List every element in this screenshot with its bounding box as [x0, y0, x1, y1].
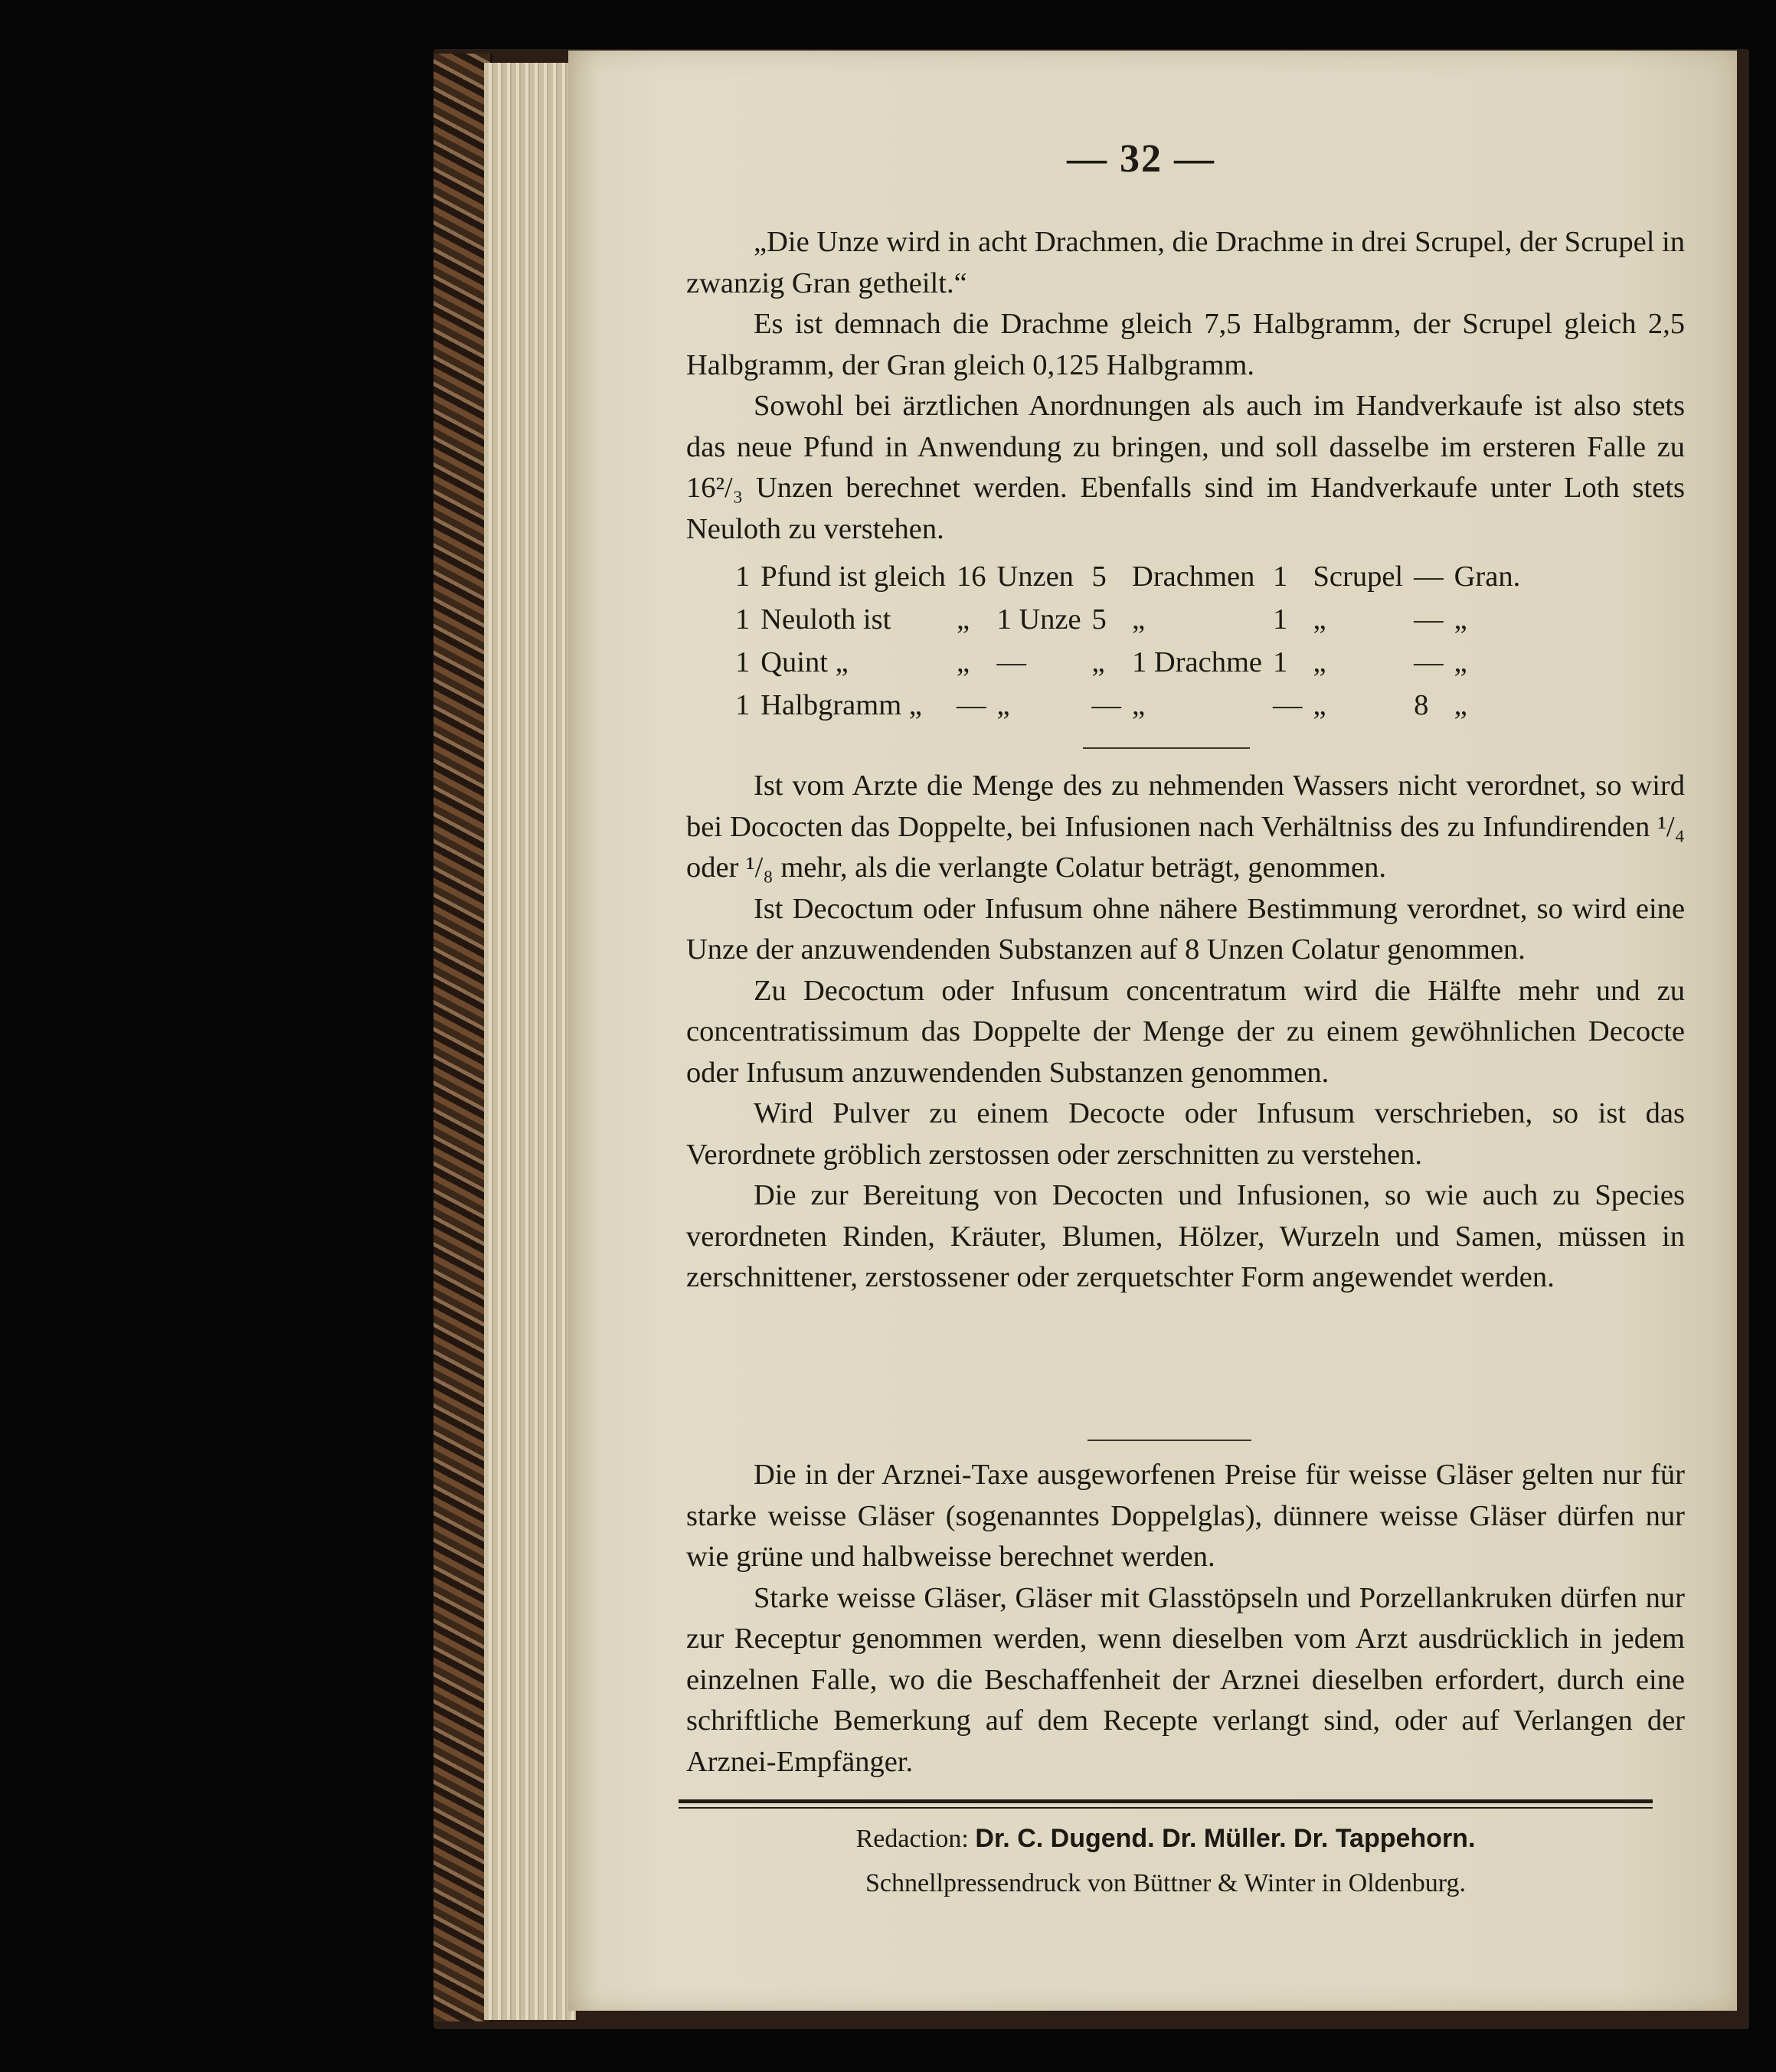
table-cell: Gran. [1454, 560, 1521, 593]
table-cell: 1 [1273, 560, 1288, 593]
table-cell: — [1414, 646, 1444, 678]
table-cell: „ [956, 603, 970, 636]
table-row [735, 684, 1531, 727]
table-cell: — [1273, 689, 1303, 721]
table-cell: 1 [735, 560, 751, 593]
table-row [735, 555, 1531, 598]
table-cell: „ [1313, 689, 1326, 721]
paragraph: Ist vom Arzte die Menge des zu nehmenden Wassers nicht verordnet, so wird bei Dococten das Doppelte, bei Infusionen nach Verhältniss des zu Infundirenden ¹/₄ oder ¹/₈ mehr, als die verlangte Colatur beträgt, genommen. [686, 770, 1685, 884]
paragraph: Zu Decoctum oder Infusum concentratum wird die Hälfte mehr und zu concentratissimum das Doppelte der Menge der zu einem gewöhnlichen Decocte oder Infusum anzuwendenden Substanzen genommen. [686, 974, 1685, 1089]
paragraph: Die zur Bereitung von Decocten und Infusionen, so wie auch zu Species verordneten Rinden, Kräuter, Blumen, Hölzer, Wurzeln und Samen, müssen in zerschnittener, zerstossener oder zerquetschter Form angewendet werden. [686, 1179, 1685, 1293]
table-cell: — [1414, 603, 1444, 636]
table-cell: 1 [1273, 646, 1288, 678]
page-number: — 32 — [1067, 137, 1215, 181]
table-cell: „ [1313, 646, 1326, 678]
table-cell: „ [1454, 646, 1467, 678]
imprint [679, 1816, 1653, 1906]
table-cell: Scrupel [1313, 560, 1404, 593]
table-cell: „ [996, 689, 1010, 721]
printer-line: Schnellpressendruck von Büttner & Winter in Oldenburg. [865, 1869, 1466, 1897]
divider-rule [1083, 747, 1250, 749]
paragraph: Wird Pulver zu einem Decocte oder Infusum verschrieben, so ist das Verordnete gröblich zerstossen oder zerschnitten zu verstehen. [686, 1097, 1685, 1171]
table-cell: 8 [1414, 689, 1429, 721]
weights-table [735, 555, 1531, 727]
table-cell: „ [1132, 689, 1146, 721]
text-block-middle [686, 766, 1685, 1299]
redaction-label: Redaction: [855, 1825, 969, 1853]
table-cell: Drachmen [1132, 560, 1255, 593]
table-cell: „ [1454, 689, 1467, 721]
table-cell: Pfund ist gleich [760, 560, 946, 593]
table-cell: „ [956, 646, 970, 678]
table-cell: Unzen [996, 560, 1074, 593]
table-cell: — [1414, 560, 1444, 593]
table-cell: Quint „ [760, 646, 849, 678]
table-row [735, 641, 1531, 684]
table-cell: 5 [1091, 603, 1107, 636]
table-cell: 1 [1273, 603, 1288, 636]
table-cell: 1 Unze [996, 603, 1081, 636]
paragraph: Die in der Arznei-Taxe ausgeworfenen Preise für weisse Gläser gelten nur für starke weisse Gläser (sogenanntes Doppelglas), dünnere weisse Gläser dürfen nur wie grüne und halbweisse berechnet werden. [686, 1459, 1685, 1573]
footer-rule-thin [679, 1807, 1653, 1809]
table-cell: 1 [735, 603, 751, 636]
table-cell: 1 Drachme [1132, 646, 1263, 678]
text-block-bottom [686, 1455, 1685, 1783]
table-cell: „ [1454, 603, 1467, 636]
table-row [735, 598, 1531, 641]
paragraph: Es ist demnach die Drachme gleich 7,5 Halbgramm, der Scrupel gleich 2,5 Halbgramm, der Gran gleich 0,125 Halbgramm. [686, 308, 1685, 381]
table-cell: „ [1132, 603, 1146, 636]
table-cell: 16 [956, 560, 986, 593]
table-cell: Neuloth ist [760, 603, 891, 636]
paragraph: Sowohl bei ärztlichen Anordnungen als auch im Handverkaufe ist also stets das neue Pfund in Anwendung zu bringen, und soll dasselbe im ersteren Falle zu 16²/₃ Unzen berechnet werden. Ebenfalls sind im Handverkaufe unter Loth stets Neuloth zu verstehen. [686, 390, 1685, 545]
text-block-top [686, 222, 1685, 550]
table-cell: — [1091, 689, 1122, 721]
page-stack-edge [484, 63, 576, 2020]
table-cell: Halbgramm „ [760, 689, 922, 721]
paragraph: Starke weisse Gläser, Gläser mit Glasstöpseln und Porzellankruken dürfen nur zur Receptur genommen werden, wenn dieselben vom Arzt ausdrücklich in jedem einzelnen Falle, wo die Beschaffenheit der Arznei dieselben erfordert, durch eine schriftliche Bemerkung auf dem Recepte verlangt sind, oder auf Verlangen der Arznei-Empfänger. [686, 1581, 1685, 1778]
editors: Dr. C. Dugend. Dr. Müller. Dr. Tappehorn. [975, 1824, 1476, 1853]
table-cell: „ [1313, 603, 1326, 636]
footer-rule [679, 1799, 1653, 1803]
divider-rule [1088, 1440, 1251, 1441]
table-cell: 1 [735, 689, 751, 721]
table-cell: — [956, 689, 986, 721]
table-cell: — [996, 646, 1026, 678]
table-cell: 1 [735, 646, 751, 678]
table-cell: 5 [1091, 560, 1107, 593]
paragraph: Ist Decoctum oder Infusum ohne nähere Bestimmung verordnet, so wird eine Unze der anzuwendenden Substanzen auf 8 Unzen Colatur genommen. [686, 892, 1685, 966]
table-cell: „ [1091, 646, 1105, 678]
redaction-line [679, 1816, 1653, 1861]
paragraph: „Die Unze wird in acht Drachmen, die Drachme in drei Scrupel, der Scrupel in zwanzig Gran getheilt.“ [686, 226, 1685, 299]
